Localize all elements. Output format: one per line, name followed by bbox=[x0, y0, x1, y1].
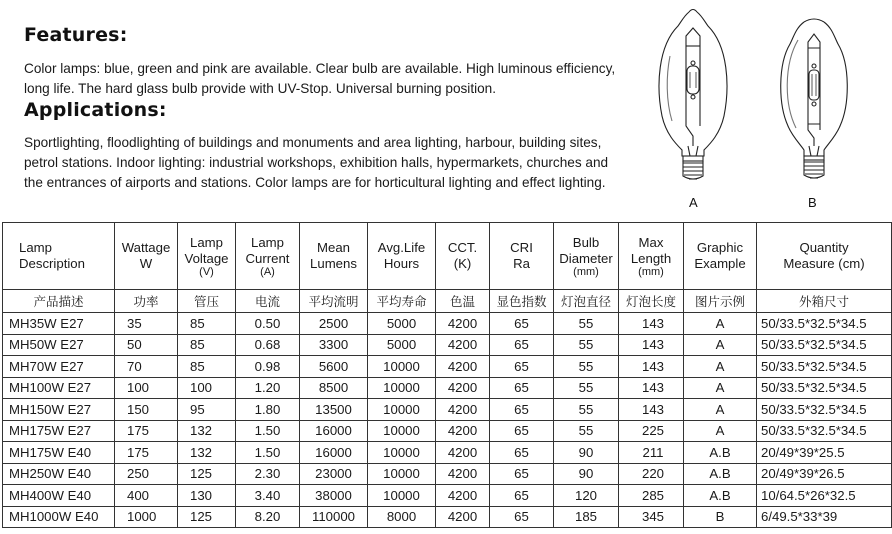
table-cell: 110000 bbox=[300, 506, 368, 528]
table-cell: 132 bbox=[178, 420, 236, 442]
header-lamp-current bbox=[236, 223, 300, 290]
table-cell: 4200 bbox=[436, 420, 490, 442]
table-cell: 143 bbox=[619, 356, 684, 378]
table-cell: 10000 bbox=[368, 442, 436, 464]
table-cell: 1000 bbox=[115, 506, 178, 528]
cn-header-cell: 图片示例 bbox=[684, 290, 757, 313]
table-cell: A bbox=[684, 420, 757, 442]
table-cell: 70 bbox=[115, 356, 178, 378]
table-cell: A bbox=[684, 399, 757, 421]
header-l1: Avg.Life bbox=[377, 240, 426, 255]
header-l1: Mean bbox=[317, 240, 350, 255]
table-row bbox=[3, 313, 892, 335]
table-cell: 65 bbox=[490, 485, 554, 507]
table-row bbox=[3, 442, 892, 464]
header-cct bbox=[436, 223, 490, 290]
table-cell: 3.40 bbox=[236, 485, 300, 507]
table-cell: 143 bbox=[619, 399, 684, 421]
header-wattage bbox=[115, 223, 178, 290]
table-cell: 4200 bbox=[436, 506, 490, 528]
cn-header-cell: 产品描述 bbox=[3, 290, 115, 313]
table-cell: 0.50 bbox=[236, 313, 300, 335]
table-cell: 55 bbox=[554, 420, 619, 442]
table-cell: MH100W E27 bbox=[3, 377, 115, 399]
features-description: Color lamps: blue, green and pink are available. Clear bulb are available. High luminous efficiency, long life. The hard glass bulb provide with UV-Stop. Universal burning position. bbox=[24, 61, 616, 96]
table-cell: 10000 bbox=[368, 356, 436, 378]
table-cell: B bbox=[684, 506, 757, 528]
table-cell: 211 bbox=[619, 442, 684, 464]
table-cell: 1.80 bbox=[236, 399, 300, 421]
table-cell: A bbox=[684, 377, 757, 399]
header-quantity-measure bbox=[757, 223, 892, 290]
header-graphic-example bbox=[684, 223, 757, 290]
table-cell: 4200 bbox=[436, 442, 490, 464]
table-row bbox=[3, 420, 892, 442]
cn-header-cell: 色温 bbox=[436, 290, 490, 313]
table-cell: 0.68 bbox=[236, 334, 300, 356]
table-cell: 220 bbox=[619, 463, 684, 485]
header-l2: Current bbox=[245, 250, 290, 266]
table-cell: 120 bbox=[554, 485, 619, 507]
header-l1: Graphic bbox=[696, 240, 744, 255]
bulb-a-illustration bbox=[648, 6, 738, 186]
header-l2: Length bbox=[630, 250, 672, 266]
table-cell: 50/33.5*32.5*34.5 bbox=[757, 313, 892, 335]
table-row bbox=[3, 399, 892, 421]
table-cell: 130 bbox=[178, 485, 236, 507]
header-l1: Bulb bbox=[572, 234, 600, 250]
table-cell: 55 bbox=[554, 399, 619, 421]
table-cell: 10000 bbox=[368, 377, 436, 399]
table-cell: 23000 bbox=[300, 463, 368, 485]
table-cell: 150 bbox=[115, 399, 178, 421]
cn-header-cell: 灯泡长度 bbox=[619, 290, 684, 313]
table-cell: 125 bbox=[178, 463, 236, 485]
table-cell: 250 bbox=[115, 463, 178, 485]
cn-header-cell: 功率 bbox=[115, 290, 178, 313]
table-cell: 4200 bbox=[436, 399, 490, 421]
header-cri bbox=[490, 223, 554, 290]
table-cell: 5000 bbox=[368, 334, 436, 356]
chinese-header-row bbox=[3, 290, 892, 313]
table-cell: 1.50 bbox=[236, 420, 300, 442]
table-cell: 65 bbox=[490, 463, 554, 485]
table-cell: 400 bbox=[115, 485, 178, 507]
table-cell: 1.50 bbox=[236, 442, 300, 464]
table-cell: 5000 bbox=[368, 313, 436, 335]
table-cell: 2.30 bbox=[236, 463, 300, 485]
table-cell: 55 bbox=[554, 313, 619, 335]
table-cell: 65 bbox=[490, 420, 554, 442]
table-cell: 55 bbox=[554, 377, 619, 399]
header-l1: Lamp bbox=[190, 234, 223, 250]
header-l1: Max bbox=[638, 234, 664, 250]
table-row bbox=[3, 485, 892, 507]
table-cell: A.B bbox=[684, 463, 757, 485]
table-cell: 10000 bbox=[368, 399, 436, 421]
table-cell: 4200 bbox=[436, 356, 490, 378]
header-max-length bbox=[619, 223, 684, 290]
table-cell: 16000 bbox=[300, 442, 368, 464]
header-l2: (K) bbox=[453, 256, 472, 271]
table-cell: 6/49.5*33*39 bbox=[757, 506, 892, 528]
header-mean-lumens bbox=[300, 223, 368, 290]
table-cell: A bbox=[684, 334, 757, 356]
table-cell: 65 bbox=[490, 313, 554, 335]
header-l2: Diameter bbox=[559, 250, 613, 266]
table-cell: 50 bbox=[115, 334, 178, 356]
table-cell: A.B bbox=[684, 442, 757, 464]
header-unit: (V) bbox=[199, 265, 214, 278]
table-cell: 65 bbox=[490, 442, 554, 464]
table-cell: 10/64.5*26*32.5 bbox=[757, 485, 892, 507]
applications-description: Sportlighting, floodlighting of buildings and monuments and area lighting, harbour, building sites, petrol stations. Indoor lighting: industrial workshops, exhibition halls, hypermarkets, churches and the entrances of airports and stations. Color lamps are for horticultural lighting and effect lighting. bbox=[24, 135, 609, 190]
table-cell: 10000 bbox=[368, 463, 436, 485]
header-lamp-voltage bbox=[178, 223, 236, 290]
table-cell: 16000 bbox=[300, 420, 368, 442]
header-l1: Quantity bbox=[799, 240, 849, 255]
table-cell: 65 bbox=[490, 506, 554, 528]
table-cell: 50/33.5*32.5*34.5 bbox=[757, 420, 892, 442]
table-cell: 65 bbox=[490, 356, 554, 378]
table-cell: 4200 bbox=[436, 313, 490, 335]
table-cell: 85 bbox=[178, 356, 236, 378]
header-l2: Ra bbox=[513, 256, 530, 271]
table-cell: 143 bbox=[619, 377, 684, 399]
table-cell: MH70W E27 bbox=[3, 356, 115, 378]
table-cell: 20/49*39*25.5 bbox=[757, 442, 892, 464]
header-bulb-diameter bbox=[554, 223, 619, 290]
header-unit: (A) bbox=[260, 265, 275, 278]
table-cell: 225 bbox=[619, 420, 684, 442]
table-cell: 3300 bbox=[300, 334, 368, 356]
header-l2: Lumens bbox=[310, 256, 357, 271]
table-cell: 4200 bbox=[436, 463, 490, 485]
table-cell: 8500 bbox=[300, 377, 368, 399]
table-cell: MH50W E27 bbox=[3, 334, 115, 356]
table-cell: 2500 bbox=[300, 313, 368, 335]
table-cell: 55 bbox=[554, 356, 619, 378]
table-cell: 8.20 bbox=[236, 506, 300, 528]
table-cell: 38000 bbox=[300, 485, 368, 507]
header-unit: (mm) bbox=[573, 265, 599, 278]
cn-header-cell: 外箱尺寸 bbox=[757, 290, 892, 313]
table-cell: 65 bbox=[490, 377, 554, 399]
table-cell: 1.20 bbox=[236, 377, 300, 399]
table-cell: 90 bbox=[554, 442, 619, 464]
table-cell: 175 bbox=[115, 420, 178, 442]
header-l1: Wattage bbox=[121, 240, 171, 255]
table-cell: 50/33.5*32.5*34.5 bbox=[757, 377, 892, 399]
table-row bbox=[3, 334, 892, 356]
table-cell: 55 bbox=[554, 334, 619, 356]
table-cell: 65 bbox=[490, 399, 554, 421]
table-cell: 90 bbox=[554, 463, 619, 485]
header-unit: (mm) bbox=[638, 265, 664, 278]
table-cell: MH1000W E40 bbox=[3, 506, 115, 528]
table-row bbox=[3, 377, 892, 399]
header-l2: Example bbox=[694, 256, 746, 271]
table-cell: MH250W E40 bbox=[3, 463, 115, 485]
table-cell: MH400W E40 bbox=[3, 485, 115, 507]
table-cell: 50/33.5*32.5*34.5 bbox=[757, 356, 892, 378]
table-cell: 285 bbox=[619, 485, 684, 507]
table-cell: 4200 bbox=[436, 334, 490, 356]
header-l2: Description bbox=[19, 256, 85, 271]
table-cell: 10000 bbox=[368, 485, 436, 507]
table-cell: 10000 bbox=[368, 420, 436, 442]
cn-header-cell: 电流 bbox=[236, 290, 300, 313]
table-row bbox=[3, 356, 892, 378]
header-l2: W bbox=[139, 256, 153, 271]
header-avg-life bbox=[368, 223, 436, 290]
table-cell: MH175W E40 bbox=[3, 442, 115, 464]
table-cell: 8000 bbox=[368, 506, 436, 528]
table-cell: A bbox=[684, 356, 757, 378]
table-cell: MH175W E27 bbox=[3, 420, 115, 442]
lamp-spec-table bbox=[2, 222, 892, 528]
table-cell: 5600 bbox=[300, 356, 368, 378]
bulb-b-illustration bbox=[776, 14, 852, 184]
table-cell: 132 bbox=[178, 442, 236, 464]
header-row bbox=[3, 223, 892, 290]
header-l1: CCT. bbox=[447, 240, 478, 255]
header-l1: CRI bbox=[510, 240, 533, 255]
header-l2: Voltage bbox=[184, 250, 229, 266]
cn-header-cell: 管压 bbox=[178, 290, 236, 313]
table-cell: 100 bbox=[115, 377, 178, 399]
header-l2: Hours bbox=[383, 256, 420, 271]
table-cell: 0.98 bbox=[236, 356, 300, 378]
table-cell: A bbox=[684, 313, 757, 335]
table-cell: 143 bbox=[619, 313, 684, 335]
table-cell: 35 bbox=[115, 313, 178, 335]
table-cell: 50/33.5*32.5*34.5 bbox=[757, 334, 892, 356]
header-l1: Lamp bbox=[251, 234, 284, 250]
table-cell: 185 bbox=[554, 506, 619, 528]
header-l2: Measure (cm) bbox=[783, 256, 865, 271]
applications-heading: Applications: bbox=[24, 99, 167, 121]
table-cell: 175 bbox=[115, 442, 178, 464]
header-lamp-description bbox=[3, 223, 115, 290]
bulb-b-label: B bbox=[808, 195, 817, 210]
cn-header-cell: 灯泡直径 bbox=[554, 290, 619, 313]
features-heading: Features: bbox=[24, 24, 128, 46]
table-cell: 125 bbox=[178, 506, 236, 528]
table-cell: MH150W E27 bbox=[3, 399, 115, 421]
table-cell: 50/33.5*32.5*34.5 bbox=[757, 399, 892, 421]
cn-header-cell: 显色指数 bbox=[490, 290, 554, 313]
table-cell: 4200 bbox=[436, 485, 490, 507]
cn-header-cell: 平均流明 bbox=[300, 290, 368, 313]
table-cell: 95 bbox=[178, 399, 236, 421]
header-l1: Lamp bbox=[19, 240, 52, 255]
table-cell: 65 bbox=[490, 334, 554, 356]
table-cell: 345 bbox=[619, 506, 684, 528]
bulb-a-label: A bbox=[689, 195, 698, 210]
table-row bbox=[3, 463, 892, 485]
table-row bbox=[3, 506, 892, 528]
spec-table-body bbox=[3, 313, 892, 528]
table-cell: 143 bbox=[619, 334, 684, 356]
table-cell: 4200 bbox=[436, 377, 490, 399]
table-cell: 85 bbox=[178, 313, 236, 335]
cn-header-cell: 平均寿命 bbox=[368, 290, 436, 313]
table-cell: 13500 bbox=[300, 399, 368, 421]
table-cell: A.B bbox=[684, 485, 757, 507]
table-cell: MH35W E27 bbox=[3, 313, 115, 335]
table-cell: 20/49*39*26.5 bbox=[757, 463, 892, 485]
table-cell: 85 bbox=[178, 334, 236, 356]
table-cell: 100 bbox=[178, 377, 236, 399]
